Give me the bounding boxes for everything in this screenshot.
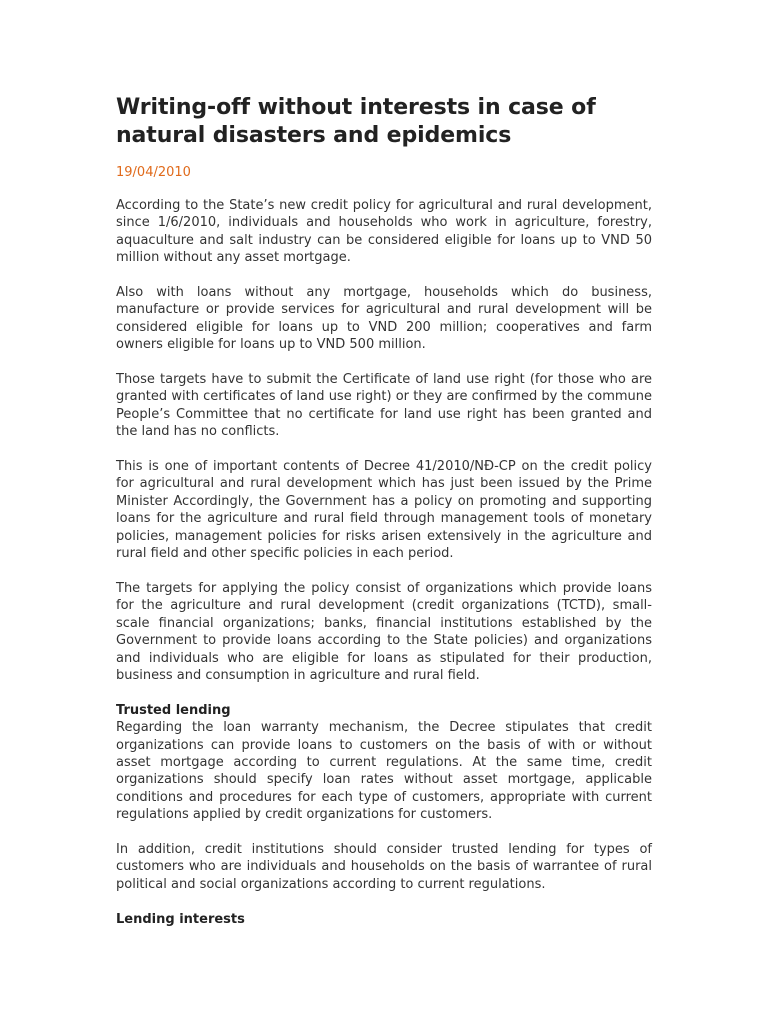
paragraph: In addition, credit institutions should consider trusted lending for types of customers who are individuals and households on the basis of warrantee of rural political and social organizations according to current regulations.	[116, 841, 652, 892]
paragraph: The targets for applying the policy consist of organizations which provide loans for the agriculture and rural development (credit organizations (TCTD), small-scale financial organizations; banks, financial institutions established by the Government to provide loans according to the State policies) and organizations and individuals who are eligible for loans as stipulated for their production, business and consumption in agriculture and rural field.	[116, 580, 652, 683]
paragraph: Those targets have to submit the Certificate of land use right (for those who are granted with certificates of land use right) or they are confirmed by the commune People’s Committee that no certificate for land use right has been granted and the land has no conflicts.	[116, 372, 652, 440]
article-body	[116, 197, 652, 928]
article-date: 19/04/2010	[116, 165, 191, 180]
article	[116, 0, 652, 928]
section-heading-lending-interests: Lending interests	[116, 911, 245, 927]
paragraph: According to the State’s new credit policy for agricultural and rural development, since 1/6/2010, individuals and households who work in agriculture, forestry, aquaculture and salt industry can be considered eligible for loans up to VND 50 million without any asset mortgage.	[116, 198, 652, 266]
paragraph: This is one of important contents of Decree 41/2010/NĐ-CP on the credit policy for agricultural and rural development which has just been issued by the Prime Minister Accordingly, the Government has a policy on promoting and supporting loans for the agriculture and rural field through management tools of monetary policies, management policies for risks arisen extensively in the agriculture and rural field and other specific policies in each period.	[116, 459, 652, 562]
section-heading-trusted-lending: Trusted lending	[116, 702, 231, 718]
paragraph: Regarding the loan warranty mechanism, the Decree stipulates that credit organizations can provide loans to customers on the basis of with or without asset mortgage according to current regulations. At the same time, credit organizations should specify loan rates without asset mortgage, applicable conditions and procedures for each type of customers, appropriate with current regulations applied by credit organizations for customers.	[116, 720, 652, 823]
paragraph: Also with loans without any mortgage, households which do business, manufacture or provide services for agricultural and rural development will be considered eligible for loans up to VND 200 million; cooperatives and farm owners eligible for loans up to VND 500 million.	[116, 285, 652, 353]
article-title: Writing-off without interests in case of natural disasters and epidemics	[116, 95, 596, 148]
